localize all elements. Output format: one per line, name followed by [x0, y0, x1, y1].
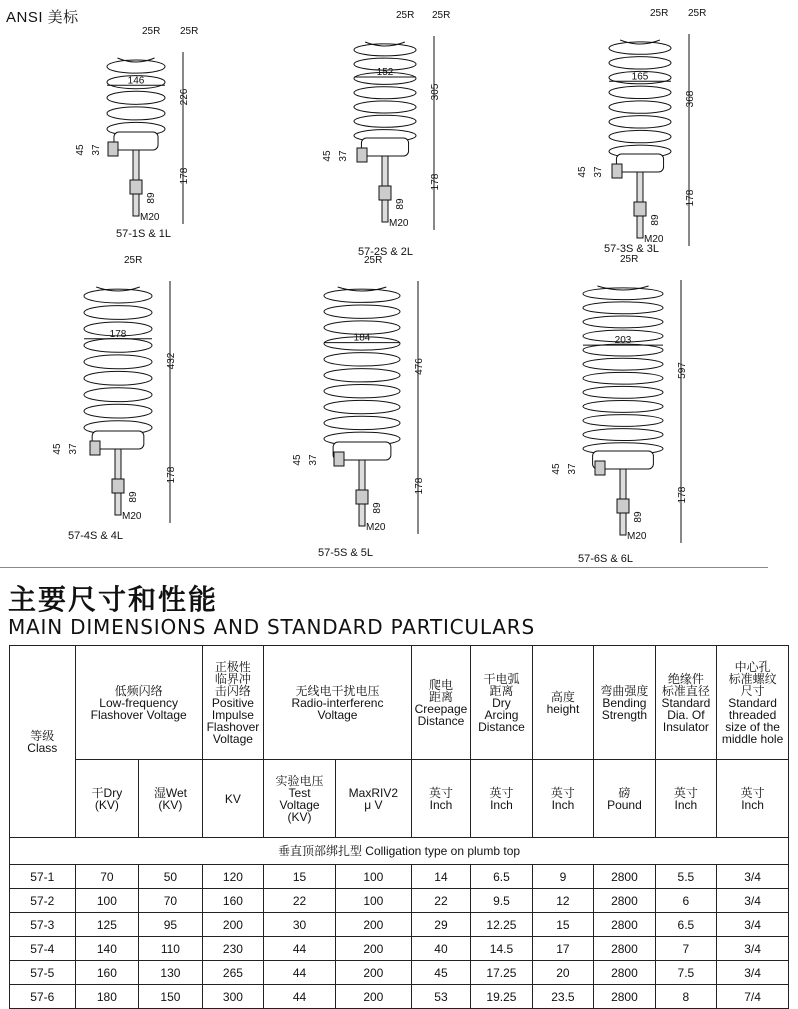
header-impulse: 正极性 临界冲 击闪络 Positive Impulse Flashover Voltage	[202, 646, 263, 760]
table-cell: 57-3	[10, 913, 76, 937]
table-cell: 160	[75, 961, 139, 985]
table-cell: 57-2	[10, 889, 76, 913]
insulator-shed	[84, 306, 152, 320]
insulator-shed	[84, 338, 152, 352]
radius-label: 25R	[364, 255, 383, 266]
diameter-label: 203	[614, 335, 632, 347]
table-cell: 2800	[594, 865, 655, 889]
unit-arc: 英寸 Inch	[471, 760, 532, 838]
d45-label: 45	[75, 144, 86, 156]
table-cell: 3/4	[717, 889, 789, 913]
stud-label: 178	[166, 466, 177, 484]
table-cell: 57-5	[10, 961, 76, 985]
table-cell: 57-1	[10, 865, 76, 889]
insulator-shed	[84, 355, 152, 369]
diameter-label: 152	[376, 67, 394, 78]
stud-label: 178	[430, 173, 441, 191]
thread-label: M20	[140, 212, 160, 223]
insulator-base	[616, 154, 663, 172]
table-cell: 50	[139, 865, 203, 889]
d45-label: 45	[551, 463, 562, 475]
insulator-shed	[583, 429, 663, 441]
unit-dia: 英寸 Inch	[655, 760, 716, 838]
insulator-shed	[583, 386, 663, 398]
table-cell: 12	[532, 889, 593, 913]
unit-wet: 湿Wet (KV)	[139, 760, 203, 838]
radius-label: 25R	[432, 10, 451, 21]
d89-label: 89	[128, 491, 139, 503]
thread-label: M20	[389, 218, 409, 229]
insulator-shed	[609, 101, 671, 113]
table-cell: 2800	[594, 961, 655, 985]
table-cell: 160	[202, 889, 263, 913]
drawing-caption: 57-5S & 5L	[318, 547, 374, 559]
stud-label: 178	[179, 167, 190, 185]
particulars-table	[9, 645, 789, 1009]
table-cell: 200	[335, 985, 411, 1009]
height-label: 368	[685, 90, 696, 108]
table-cell: 5.5	[655, 865, 716, 889]
insulator-shed	[354, 101, 416, 113]
insulator-shed	[324, 369, 400, 382]
table-cell: 200	[335, 961, 411, 985]
d37-label: 37	[308, 454, 319, 466]
table-cell: 130	[139, 961, 203, 985]
height-label: 597	[677, 362, 688, 379]
unit-height: 英寸 Inch	[532, 760, 593, 838]
table-cell: 12.25	[471, 913, 532, 937]
d45-label: 45	[322, 150, 333, 162]
table-cell: 9	[532, 865, 593, 889]
table-cell: 57-6	[10, 985, 76, 1009]
height-label: 432	[166, 352, 177, 370]
table-cell: 2800	[594, 937, 655, 961]
radius-label: 25R	[688, 8, 707, 19]
insulator-shed	[324, 305, 400, 318]
table-cell: 3/4	[717, 913, 789, 937]
thread-label: M20	[627, 531, 647, 542]
thread-label: M20	[644, 234, 664, 245]
d89-label: 89	[372, 502, 383, 514]
radius-label: 25R	[180, 26, 199, 37]
thread-label: M20	[366, 522, 386, 533]
insulator-shed	[609, 130, 671, 142]
drawing-caption: 57-6S & 6L	[578, 553, 634, 565]
table-row	[10, 937, 789, 961]
side-nut	[108, 142, 118, 156]
thread-label: M20	[122, 511, 142, 522]
insulator-shed	[609, 57, 671, 69]
table-cell: 6.5	[655, 913, 716, 937]
title-english: MAIN DIMENSIONS AND STANDARD PARTICULARS	[8, 615, 535, 639]
insulator-shed	[324, 353, 400, 366]
header-creepage: 爬电 距离 Creepage Distance	[411, 646, 470, 760]
section-divider	[0, 567, 768, 568]
d37-label: 37	[567, 463, 578, 475]
table-cell: 265	[202, 961, 263, 985]
d89-label: 89	[650, 214, 661, 226]
table-cell: 3/4	[717, 961, 789, 985]
table-cell: 7.5	[655, 961, 716, 985]
table-cell: 6	[655, 889, 716, 913]
height-label: 305	[430, 83, 441, 101]
header-low-frequency: 低频闪络 Low-frequency Flashover Voltage	[75, 646, 202, 760]
insulator-shed	[583, 400, 663, 412]
stud-label: 178	[677, 486, 688, 504]
header-hole: 中心孔 标准螺纹 尺寸 Standard threaded size of the middle hole	[717, 646, 789, 760]
height-label: 476	[414, 358, 425, 375]
insulator-shed	[609, 116, 671, 128]
side-nut	[612, 164, 622, 178]
drawing-caption: 57-3S & 3L	[604, 243, 660, 255]
table-cell: 30	[264, 913, 336, 937]
d89-label: 89	[395, 198, 406, 210]
page-header: ANSI 美标	[6, 9, 79, 26]
insulator-shed	[583, 302, 663, 314]
table-cell: 70	[139, 889, 203, 913]
insulator-shed	[324, 384, 400, 397]
table-row	[10, 865, 789, 889]
section-title: 垂直顶部绑扎型 Colligation type on plumb top	[10, 838, 789, 865]
header-arcing: 干电弧 距离 Dry Arcing Distance	[471, 646, 532, 760]
table-cell: 230	[202, 937, 263, 961]
table-cell: 15	[532, 913, 593, 937]
table-row	[10, 913, 789, 937]
insulator-shed	[354, 87, 416, 99]
radius-label: 25R	[124, 255, 143, 266]
table-cell: 180	[75, 985, 139, 1009]
insulator-shed	[609, 86, 671, 98]
table-row	[10, 985, 789, 1009]
header-diameter: 绝缘件 标准直径 Standard Dia. Of Insulator	[655, 646, 716, 760]
table-cell: 100	[335, 865, 411, 889]
table-cell: 8	[655, 985, 716, 1009]
nut	[379, 186, 391, 200]
table-cell: 9.5	[471, 889, 532, 913]
table-cell: 44	[264, 985, 336, 1009]
insulator-base	[114, 132, 158, 150]
diameter-label: 184	[353, 332, 371, 344]
table-cell: 45	[411, 961, 470, 985]
insulator-shed	[107, 107, 165, 120]
radius-label: 25R	[396, 10, 415, 21]
diameter-label: 165	[631, 71, 649, 83]
table-cell: 120	[202, 865, 263, 889]
header-height: 高度 height	[532, 646, 593, 760]
table-cell: 3/4	[717, 937, 789, 961]
d45-label: 45	[52, 443, 63, 455]
insulator-shed	[583, 358, 663, 370]
table-cell: 23.5	[532, 985, 593, 1009]
stud-label: 178	[414, 477, 425, 495]
side-nut	[595, 461, 605, 475]
table-cell: 6.5	[471, 865, 532, 889]
header-bending: 弯曲强度 Bending Strength	[594, 646, 655, 760]
table-cell: 2800	[594, 985, 655, 1009]
table-cell: 40	[411, 937, 470, 961]
radius-label: 25R	[650, 8, 669, 19]
table-cell: 29	[411, 913, 470, 937]
table-cell: 14.5	[471, 937, 532, 961]
table-cell: 70	[75, 865, 139, 889]
header-class: 等级 Class	[10, 646, 76, 838]
table-cell: 7/4	[717, 985, 789, 1009]
insulator-base	[361, 138, 408, 156]
table-cell: 19.25	[471, 985, 532, 1009]
table-cell: 3/4	[717, 865, 789, 889]
d37-label: 37	[338, 150, 349, 162]
table-cell: 20	[532, 961, 593, 985]
insulator-shed	[583, 316, 663, 328]
table-cell: 53	[411, 985, 470, 1009]
table-cell: 57-4	[10, 937, 76, 961]
unit-hole: 英寸 Inch	[717, 760, 789, 838]
nut	[112, 479, 124, 493]
insulator-shed	[324, 416, 400, 429]
nut	[130, 180, 142, 194]
nut	[617, 499, 629, 513]
table-cell: 44	[264, 961, 336, 985]
d45-label: 45	[292, 454, 303, 466]
d45-label: 45	[577, 166, 588, 178]
insulator-shed	[84, 404, 152, 418]
unit-creep: 英寸 Inch	[411, 760, 470, 838]
side-nut	[334, 452, 344, 466]
radius-label: 25R	[142, 26, 161, 37]
table-cell: 2800	[594, 913, 655, 937]
unit-riv: MaxRIV2 μ V	[335, 760, 411, 838]
height-label: 226	[179, 88, 190, 106]
table-cell: 300	[202, 985, 263, 1009]
table-cell: 7	[655, 937, 716, 961]
table-cell: 140	[75, 937, 139, 961]
stud-label: 178	[685, 189, 696, 207]
table-cell: 44	[264, 937, 336, 961]
drawing-caption: 57-1S & 1L	[116, 228, 172, 240]
insulator-shed	[354, 115, 416, 127]
insulator-shed	[107, 91, 165, 104]
side-nut	[90, 441, 100, 455]
table-cell: 15	[264, 865, 336, 889]
radius-label: 25R	[620, 254, 639, 265]
table-row	[10, 961, 789, 985]
d37-label: 37	[68, 443, 79, 455]
unit-dry: 干Dry (KV)	[75, 760, 139, 838]
table-cell: 200	[202, 913, 263, 937]
table-cell: 22	[411, 889, 470, 913]
unit-test: 实验电压 Test Voltage (KV)	[264, 760, 336, 838]
table-row	[10, 889, 789, 913]
header-radio: 无线电干扰电压 Radio-interferenc Voltage	[264, 646, 412, 760]
nut	[634, 202, 646, 216]
table-cell: 14	[411, 865, 470, 889]
table-cell: 200	[335, 913, 411, 937]
drawing-caption: 57-2S & 2L	[358, 246, 414, 258]
diameter-label: 178	[109, 328, 127, 340]
unit-bend: 磅 Pound	[594, 760, 655, 838]
table-cell: 110	[139, 937, 203, 961]
insulator-shed	[583, 372, 663, 384]
table-cell: 22	[264, 889, 336, 913]
table-cell: 17.25	[471, 961, 532, 985]
diameter-label: 146	[127, 75, 145, 87]
nut	[356, 490, 368, 504]
table-cell: 2800	[594, 889, 655, 913]
table-cell: 95	[139, 913, 203, 937]
unit-kv: KV	[202, 760, 263, 838]
title-chinese: 主要尺寸和性能	[8, 583, 219, 616]
insulator-shed	[84, 388, 152, 402]
d37-label: 37	[91, 144, 102, 156]
d89-label: 89	[633, 511, 644, 523]
insulator-shed	[583, 415, 663, 427]
side-nut	[357, 148, 367, 162]
table-cell: 200	[335, 937, 411, 961]
table-cell: 125	[75, 913, 139, 937]
table-cell: 150	[139, 985, 203, 1009]
table-cell: 17	[532, 937, 593, 961]
insulator-shed	[84, 371, 152, 385]
table-cell: 100	[335, 889, 411, 913]
drawing-caption: 57-4S & 4L	[68, 530, 124, 542]
d89-label: 89	[146, 192, 157, 204]
d37-label: 37	[593, 166, 604, 178]
insulator-shed	[324, 400, 400, 413]
table-cell: 100	[75, 889, 139, 913]
